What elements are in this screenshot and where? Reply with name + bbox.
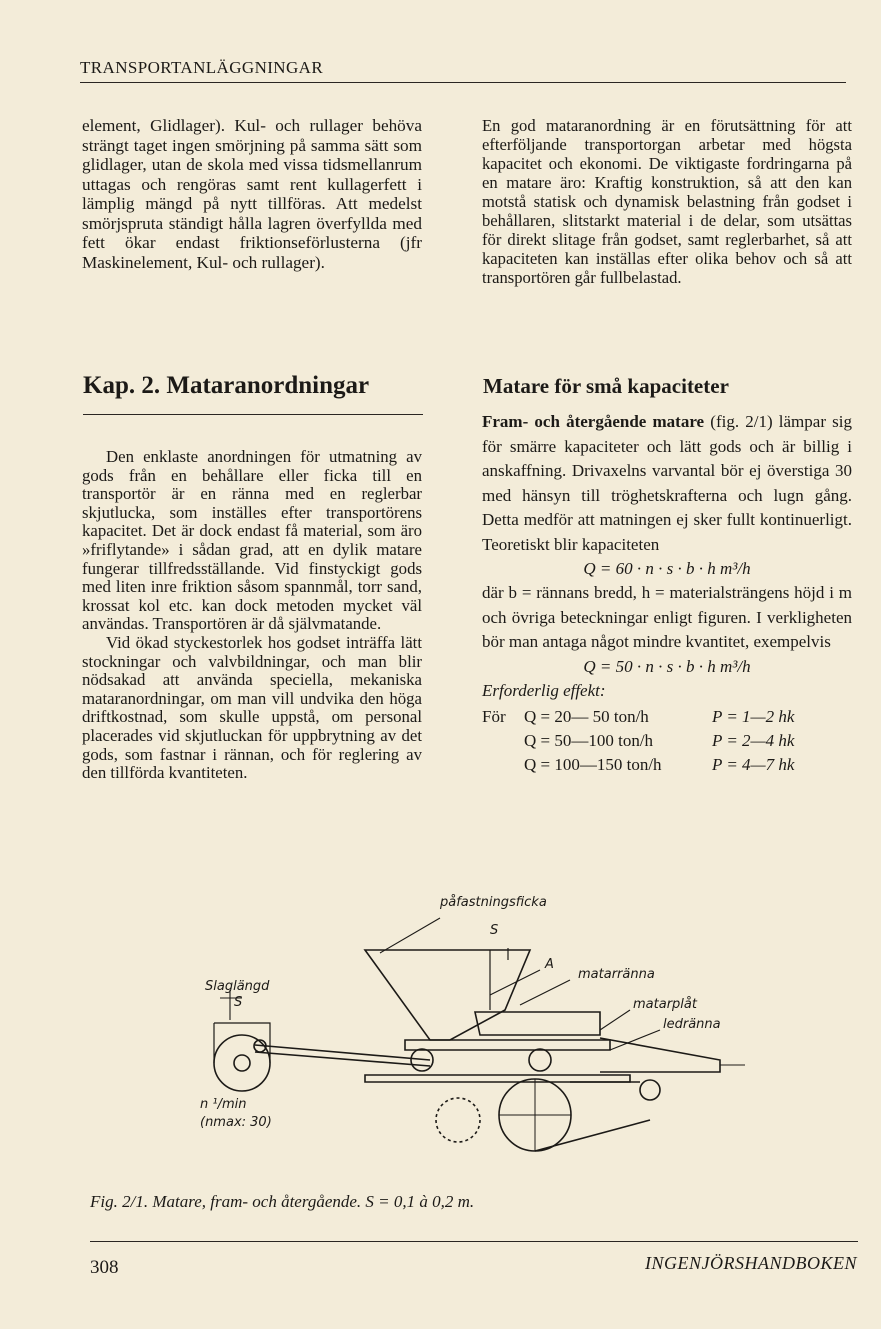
feeder-figure	[190, 890, 760, 1190]
effect-heading: Erforderlig effekt:	[482, 680, 606, 700]
roller-end	[640, 1080, 660, 1100]
label-speed: n ¹/min	[200, 1097, 247, 1112]
running-header: TRANSPORTANLÄGGNINGAR	[80, 58, 324, 77]
formula-practical: Q = 50 · n · s · b · h m³/h	[583, 656, 751, 676]
chapter-heading: Kap. 2. Mataranordningar	[83, 372, 370, 399]
effect-row	[482, 753, 852, 777]
effect-row-lead	[482, 753, 524, 777]
chapter-paragraph-2: Vid ökad styckestorlek hos godset inträffa lätt stockningar och valvbildningar, och man blir nödsakad att använda speciella, mekaniska mataranordningar, om man vill undvika den höga driftkostnad, som skulle uppstå, om personal placerades vid skjutluckan för uppbrytning av det gods, som fastnar i rännan, och för reglering av den tillförda kvantiteten.	[82, 632, 422, 783]
formula-theoretical: Q = 60 · n · s · b · h m³/h	[583, 559, 751, 578]
section-lead-term: Fram- och återgående matare	[482, 412, 705, 431]
effect-row	[482, 729, 852, 753]
header-rule	[80, 82, 846, 83]
effect-row-lead	[482, 729, 524, 753]
chapter-rule	[83, 414, 423, 415]
section-paragraph-1-text: (fig. 2/1) lämpar sig för smärre kapaciteter och lätt gods och är billig i anskaffning. Drivaxelns varvantal bör ej överstiga 30 med hänsyn till tröghetskrafterna och lugn gång. Detta medför att matningen ej sker fullt kontinuerligt. Teoretiskt blir kapaciteten	[482, 412, 852, 554]
figure-caption: Fig. 2/1. Matare, fram- och återgående. S = 0,1 à 0,2 m.	[90, 1192, 475, 1211]
effect-row-lead: För	[482, 707, 506, 726]
effect-row-power: P = 1—2 hk	[712, 707, 795, 726]
label-guide: ledränna	[663, 1017, 721, 1032]
frame-beam	[365, 1075, 630, 1082]
label-chute: matarränna	[578, 967, 655, 982]
label-s-left: S	[234, 995, 243, 1010]
pulley-small	[436, 1098, 480, 1142]
section-body	[482, 410, 852, 777]
effect-row-capacity: Q = 50—100 ton/h	[524, 731, 654, 750]
right-top-text: En god mataranordning är en förutsättning för att efterföljande transportorgan arbetar med högsta kapacitet och ekonomi. De viktigaste fordringarna på en matare äro: Kraftig konstruktion, så att den kan motstå statisk och dynamisk belastning från godset i behållaren, slitstarkt material i de delar, som utsättas för direkt slitage från godset, samt reglerbarhet, så att kapaciteten kan inställas efter olika behov och så att transportören går fullbelastad.	[482, 116, 852, 287]
section-paragraph-1	[482, 410, 852, 557]
book-title: INGENJÖRSHANDBOKEN	[645, 1253, 857, 1273]
roller-right	[529, 1049, 551, 1071]
section-heading: Matare för små kapaciteter	[483, 374, 729, 398]
connecting-rod	[255, 1045, 430, 1060]
section-paragraph-2: där b = rännans bredd, h = materialsträngens höjd i m och övriga beteckningar enligt figuren. I verkligheten bör man antaga något mindre kvantitet, exempelvis	[482, 583, 852, 651]
label-hopper: påfastningsficka	[440, 895, 547, 910]
left-top-text: element, Glidlager). Kul- och rullager behöva strängt taget ingen smörjning på samma sätt som glidlager, utan de skola med vissa tidsmellanrum uttagas och rengöras samt rent kullagerfett i lämplig mängd på nytt tillföras. Att medelst smörjspruta ständigt hålla lagren överfyllda med fett ökar endast friktionseförlusterna (jfr Maskinelement, Kul- och rullager).	[82, 116, 422, 272]
label-plate: matarplåt	[633, 997, 697, 1012]
label-s-top: S	[490, 923, 499, 938]
effect-row-capacity: Q = 20— 50 ton/h	[524, 707, 649, 726]
chapter-body	[82, 448, 422, 783]
effect-row-power: P = 2—4 hk	[712, 731, 795, 750]
hopper-shape	[365, 950, 530, 1040]
page-number: 308	[90, 1257, 119, 1278]
crank-wheel	[214, 1035, 270, 1091]
right-top-paragraph	[482, 116, 852, 287]
effect-table	[482, 705, 852, 777]
chapter-paragraph-1: Den enklaste anordningen för utmatning av gods från en behållare eller ficka till en transportör är en ränna med en reglerbar skjutlucka, som inställes efter transportörens kapacitet. Det är dock endast få material, som äro »friflytande» i sådan grad, att en dylik matare fungerar tillfredsställande. Vid finstyckigt gods med liten inre friktion såsom spannmål, torr sand, krossat kol etc. kan dock metoden mycket väl användas. Transportören är då självmatande.	[82, 447, 422, 634]
footer-rule	[90, 1241, 858, 1242]
feed-plate	[405, 1040, 610, 1050]
effect-row-power: P = 4—7 hk	[712, 755, 795, 774]
label-stroke: Slaglängd	[205, 979, 270, 994]
label-a: A	[545, 957, 554, 972]
guide-trough	[600, 1038, 720, 1072]
effect-row-capacity: Q = 100—150 ton/h	[524, 755, 662, 774]
label-nmax: (nmax: 30)	[200, 1115, 272, 1130]
effect-row	[482, 705, 852, 729]
left-top-paragraph	[82, 116, 422, 272]
